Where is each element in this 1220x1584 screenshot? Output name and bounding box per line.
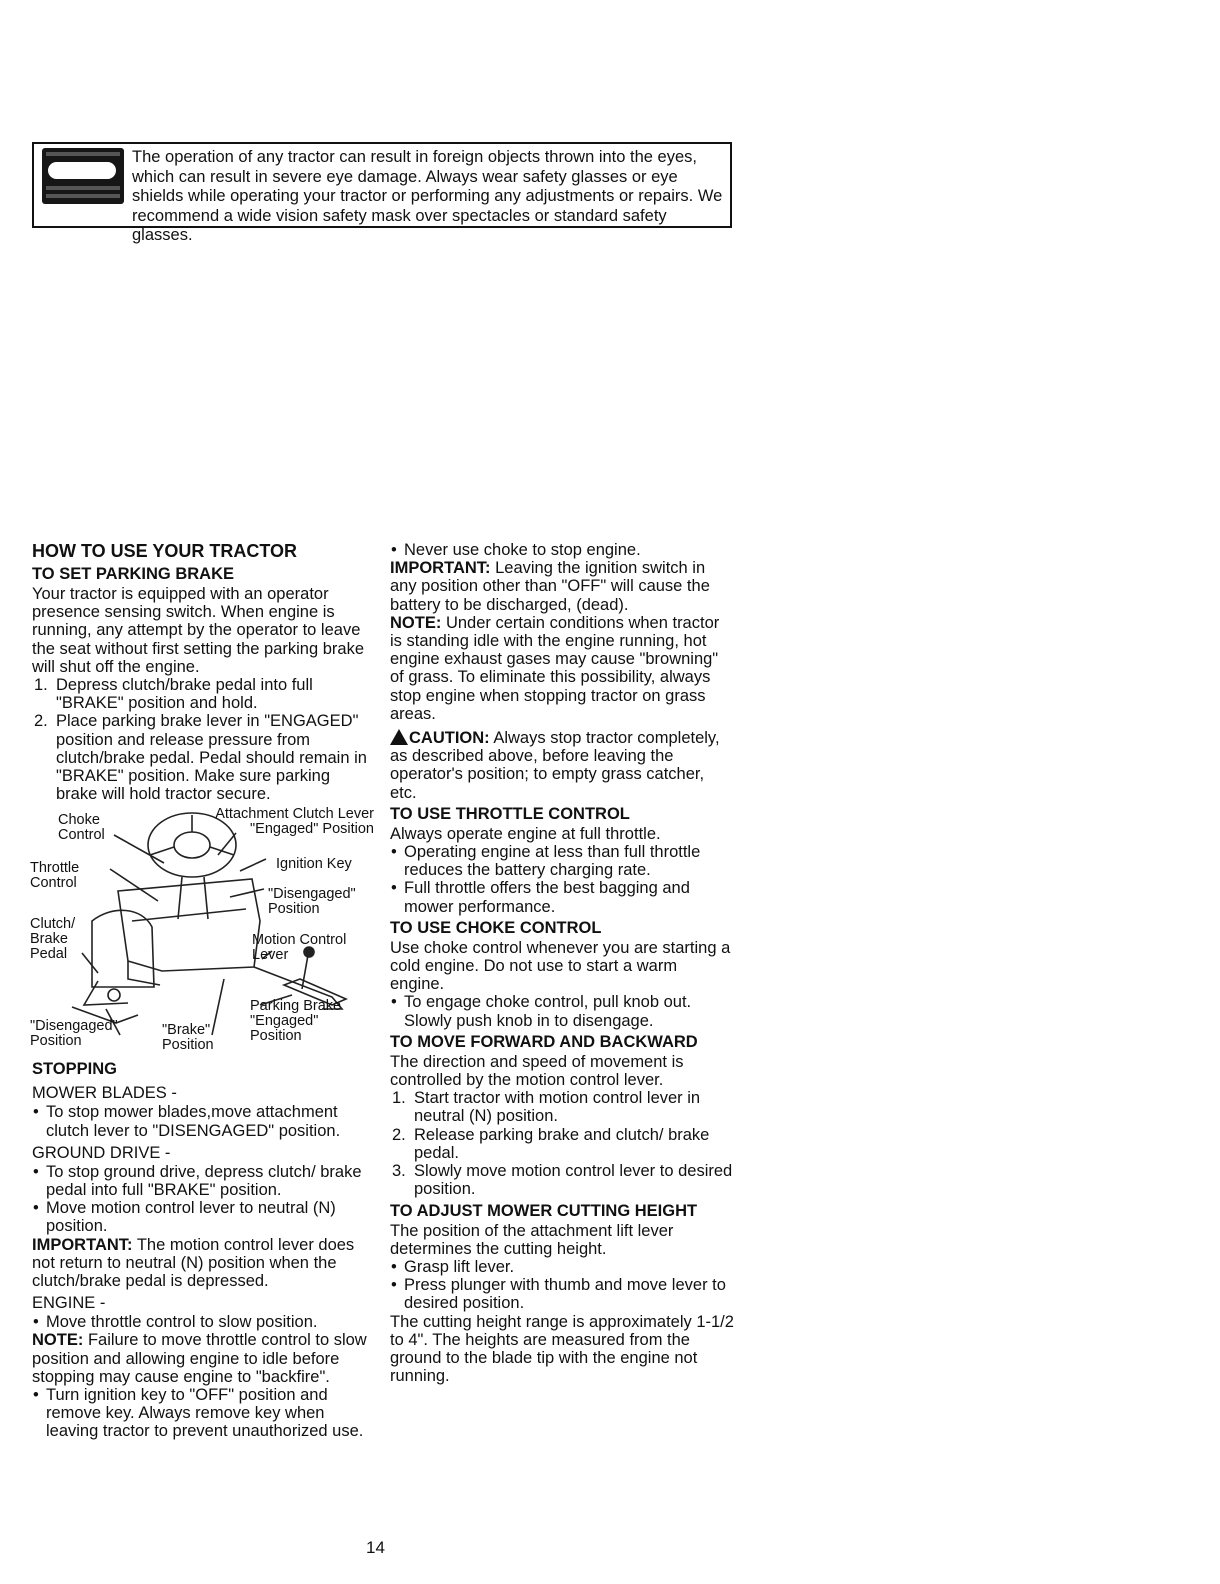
list-item: • Press plunger with thumb and move lever to desired position. [391, 1276, 726, 1313]
tractor-controls-diagram [30, 806, 374, 1057]
left-column [32, 540, 374, 1441]
throttle-intro: Always operate engine at full throttle. [390, 824, 661, 843]
move-heading: TO MOVE FORWARD AND BACKWARD [390, 1032, 698, 1051]
choke-heading: TO USE CHOKE CONTROL [390, 918, 602, 937]
engine-list-2 [32, 1386, 374, 1441]
list-item: • Full throttle offers the best bagging and mower performance. [391, 879, 690, 916]
label-ignition-key: Ignition Key [276, 856, 352, 873]
mower-blades-list [32, 1103, 374, 1139]
cutting-height-heading: TO ADJUST MOWER CUTTING HEIGHT [390, 1201, 698, 1220]
list-item: 3. Slowly move motion control lever to desired position. [392, 1162, 733, 1199]
important-note: IMPORTANT: The motion control lever does not return to neutral (N) position when the clutch/brake pedal is depressed. [32, 1235, 355, 1291]
cutting-height-intro: The position of the attachment lift lever determines the cutting height. [390, 1221, 674, 1258]
safety-warning-text: The operation of any tractor can result in foreign objects thrown into the eyes, which can result in severe eye damage. Always wear safety glasses or eye shields while operating your tractor or performing any adjustments or repairs. We recommend a wide vision safety mask over spectacles or standard safety glasses. [132, 148, 723, 244]
throttle-heading: TO USE THROTTLE CONTROL [390, 804, 630, 823]
list-item: 1. Start tractor with motion control lever in neutral (N) position. [392, 1089, 701, 1126]
list-item: 2. Place parking brake lever in "ENGAGED" position and release pressure from clutch/brake pedal. Pedal should remain in "BRAKE" position. Make sure parking brake will hold tractor secure. [34, 712, 367, 804]
safety-glasses-icon [42, 148, 124, 204]
engine-note: NOTE: Failure to move throttle control to slow position and allowing engine to idle before stopping may cause engine to "backfire". [32, 1331, 367, 1386]
label-choke-control: Choke Control [58, 812, 105, 844]
label-disengaged-position-left: "Disengaged" Position [30, 1018, 118, 1050]
browning-note: NOTE: Under certain conditions when tractor is standing idle with the engine running, hot engine exhaust gases may cause "browning" of grass. To eliminate this possibility, always stop engine when stopping tractor on grass areas. [390, 613, 720, 723]
list-item: • To stop mower blades,move attachment clutch lever to "DISENGAGED" position. [33, 1103, 341, 1140]
label-attachment-clutch: Attachment Clutch Lever "Engaged" Position [215, 806, 374, 838]
parking-brake-heading: TO SET PARKING BRAKE [32, 565, 234, 583]
label-brake-position: "Brake" Position [162, 1022, 214, 1054]
list-item: • Turn ignition key to "OFF" position and remove key. Always remove key when leaving tractor to prevent unauthorized use. [33, 1386, 364, 1441]
page-number: 14 [366, 1538, 385, 1557]
stopping-heading: STOPPING [32, 1060, 117, 1079]
ground-drive-list [32, 1163, 374, 1236]
list-item: • Never use choke to stop engine. [391, 541, 641, 559]
engine-list [32, 1313, 374, 1331]
choke-intro: Use choke control whenever you are starting a cold engine. Do not use to start a warm engine. [390, 938, 731, 994]
list-item: • Operating engine at less than full throttle reduces the battery charging rate. [391, 843, 701, 880]
safety-warning-box [32, 142, 732, 244]
parking-brake-intro: Your tractor is equipped with an operator presence sensing switch. When engine is running, any attempt by the operator to leave the seat without first setting the parking brake will shut off the engine. [32, 585, 365, 676]
section-heading: HOW TO USE YOUR TRACTOR [32, 541, 298, 561]
label-throttle-control: Throttle Control [30, 860, 80, 892]
caution-triangle-icon [390, 729, 408, 745]
list-item: • Move motion control lever to neutral (N) position. [33, 1199, 336, 1236]
engine-heading: ENGINE - [32, 1294, 106, 1313]
cutting-height-list [390, 1258, 735, 1313]
choke-list [390, 993, 735, 1029]
parking-brake-steps [32, 676, 374, 803]
move-intro: The direction and speed of movement is controlled by the motion control lever. [390, 1052, 684, 1090]
list-item: • To engage choke control, pull knob out. Slowly push knob in to disengage. [391, 993, 692, 1030]
move-steps [390, 1089, 735, 1198]
throttle-list [390, 843, 735, 916]
right-column [390, 541, 735, 1385]
ignition-important-note: IMPORTANT: Leaving the ignition switch in any position other than "OFF" will cause the battery to be discharged, (dead). [390, 559, 710, 614]
list-item: 1. Depress clutch/brake pedal into full "BRAKE" position and hold. [34, 676, 313, 713]
list-item: • To stop ground drive, depress clutch/ brake pedal into full "BRAKE" position. [33, 1162, 362, 1200]
list-item: • Move throttle control to slow position. [33, 1313, 318, 1332]
mower-blades-heading: MOWER BLADES - [32, 1084, 177, 1103]
label-disengaged-position-right: "Disengaged" Position [268, 886, 356, 918]
ground-drive-heading: GROUND DRIVE - [32, 1143, 171, 1162]
label-clutch-brake-pedal: Clutch/ Brake Pedal [30, 916, 76, 963]
label-motion-control-lever: Motion Control Lever [252, 932, 347, 964]
cutting-height-outro: The cutting height range is approximately 1-1/2 to 4". The heights are measured from the ground to the blade tip with the engine not running. [390, 1312, 734, 1386]
label-parking-brake-engaged: Parking Brake "Engaged" Position [250, 998, 342, 1045]
list-item: 2. Release parking brake and clutch/ brake pedal. [392, 1125, 710, 1162]
list-item: • Grasp lift lever. [391, 1257, 515, 1276]
choke-warning-list [390, 541, 735, 559]
caution-note: CAUTION: Always stop tractor completely, as described above, before leaving the operator's position; to empty grass catcher, etc. [390, 729, 720, 802]
